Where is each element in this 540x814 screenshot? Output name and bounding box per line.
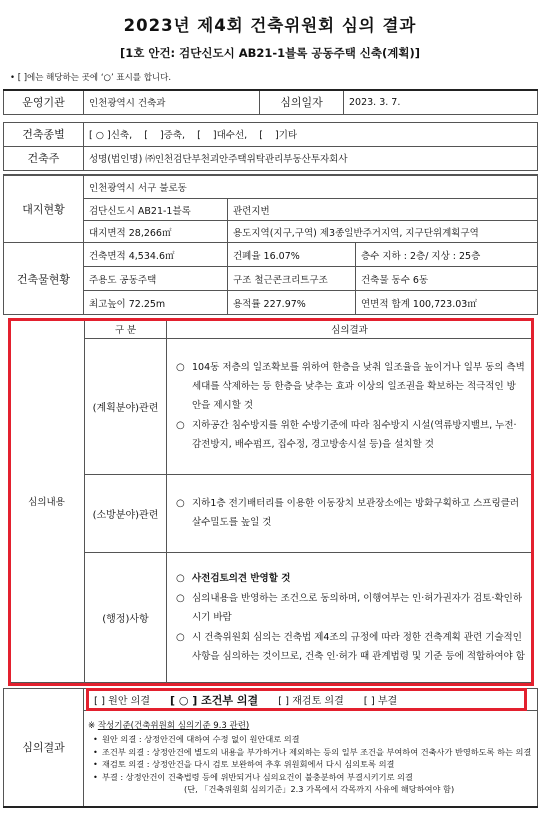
date-label: 심의일자 (260, 90, 344, 114)
review-label: 심의내용 (9, 319, 85, 683)
review-category-fire: (소방분야)관련 (85, 475, 167, 553)
result-option-conditional: [ ○ ] 조건부 의결 (169, 693, 259, 707)
criteria-header: ※ 작성기준(건축위원회 심의기준 9.3 관련) (88, 721, 250, 731)
building-total-area: 연면적 합계 100,723.03㎡ (356, 291, 538, 315)
list-item: ○ 지하1층 전기배터리를 이용한 이동장치 보관장소에는 방화구획하고 스프링클러 살수밀도를 높일 것 (176, 494, 525, 532)
date-value: 2023. 3. 7. (344, 90, 538, 114)
agency-label: 운영기관 (4, 90, 84, 114)
overview-table (3, 89, 538, 176)
list-item: ○ 104동 저층의 일조확보를 위하여 한층을 낮춰 일조율을 높이거나 일부 동의 측벽세대를 삭제하는 등 한층을 낮추는 효과 이상의 일조권을 확보하는 적극적인 방안을 제시할 것 (176, 358, 525, 415)
list-item: ○ 심의내용을 반영하는 조건으로 동의하며, 이행여부는 인·허가권자가 검토·확인하시기 바람 (176, 589, 525, 627)
site-zoning: 용도지역(지구,구역) 제3종일반주거지역, 지구단위계획구역 (228, 221, 538, 243)
criteria-title: 작성기준(건축위원회 심의기준 9.3 관련) (97, 721, 250, 731)
result-label: 심의결과 (4, 689, 84, 807)
result-table (3, 688, 538, 808)
result-option-reexamine: [ ] 재검토 의결 (278, 696, 344, 707)
list-item: • 재검토 의결 : 상정안건을 다시 검토 보완하여 추후 위원회에서 다시 심의토록 의결 (88, 758, 537, 771)
result-criteria-notes (84, 717, 537, 800)
building-far: 용적률 227.97% (228, 291, 356, 315)
review-col-category: 구 분 (85, 319, 167, 339)
building-label: 건축물현황 (4, 243, 84, 315)
review-result-admin (167, 553, 533, 683)
site-address: 인천광역시 서구 불로동 (84, 175, 538, 199)
page-subtitle: [1호 안건: 검단신도시 AB21-1블록 공동주택 신축(계획)] (119, 46, 421, 60)
list-item: • 부결 : 상정안건이 건축법령 등에 위반되거나 심의요건이 불충분하여 부결시키기로 의결 (88, 771, 537, 784)
site-block: 검단신도시 AB21-1블록 (84, 199, 228, 221)
review-col-result: 심의결과 (167, 319, 533, 339)
page-title: 2023년 제4회 건축위원회 심의 결과 (123, 16, 417, 35)
result-option-rejected: [ ] 부결 (363, 696, 398, 707)
owner-value: 성명(법인명) ㈜인천검단부천괴안주택위탁관리부동산투자회사 (84, 146, 538, 170)
building-floor-area: 건축면적 4,534.6㎡ (84, 243, 228, 267)
owner-label: 건축주 (4, 146, 84, 170)
building-use: 주용도 공동주택 (84, 267, 228, 291)
review-result-planning (167, 339, 533, 475)
site-label: 대지현황 (4, 175, 84, 243)
review-table (8, 318, 533, 683)
agency-value: 인천광역시 건축과 (84, 90, 260, 114)
building-height: 최고높이 72.25m (84, 291, 228, 315)
list-item: • 조건부 의결 : 상정안건에 별도의 내용을 부가하거나 제외하는 등의 일부 조건을 부여하여 건축사가 반영하도록 하는 의결 (88, 746, 537, 759)
list-item: ○ 사전검토의견 반영할 것 (176, 569, 525, 588)
result-option-original: [ ] 원안 의결 (94, 696, 150, 707)
building-table (3, 242, 538, 315)
site-related-lot: 관련지번 (228, 199, 538, 221)
building-floors: 층수 지하 : 2층/ 지상 : 25층 (356, 243, 538, 267)
instruction-note: • [ ]에는 해당하는 곳에 ‘○’ 표시를 합니다. (10, 73, 172, 83)
building-count: 건축물 동수 6동 (356, 267, 538, 291)
result-options (88, 690, 537, 710)
review-category-planning: (계획분야)관련 (85, 339, 167, 475)
list-item: ○ 지하공간 침수방지를 위한 수방기준에 따라 침수방지 시설(역류방지밸브, 누전·감전방지, 배수펌프, 집수정, 경고방송시설 등)을 설치할 것 (176, 416, 525, 454)
type-label: 건축종별 (4, 122, 84, 146)
list-item: ○ 시 건축위원회 심의는 건축법 제4조의 규정에 따라 정한 건축계획 관련 기술적인 사항을 심의하는 것이므로, 건축 인·허가 때 관계법령 및 기준 등에 적합하여야 함 (176, 628, 525, 666)
review-result-fire (167, 475, 533, 553)
criteria-sub-note: (단, 「건축위원회 심의기준」2.3 가목에서 각목까지 사유에 해당하여야 함) (184, 784, 455, 794)
list-item: • 원안 의결 : 상정안건에 대하여 수정 없이 원안대로 의결 (88, 733, 537, 746)
type-options: [ ○ ]신축, [ ]증축, [ ]대수선, [ ]기타 (84, 122, 538, 146)
site-table (3, 174, 538, 243)
building-structure: 구조 철근콘크리트구조 (228, 267, 356, 291)
site-area: 대지면적 28,266㎡ (84, 221, 228, 243)
review-category-admin: (행정)사항 (85, 553, 167, 683)
building-coverage: 건폐율 16.07% (228, 243, 356, 267)
